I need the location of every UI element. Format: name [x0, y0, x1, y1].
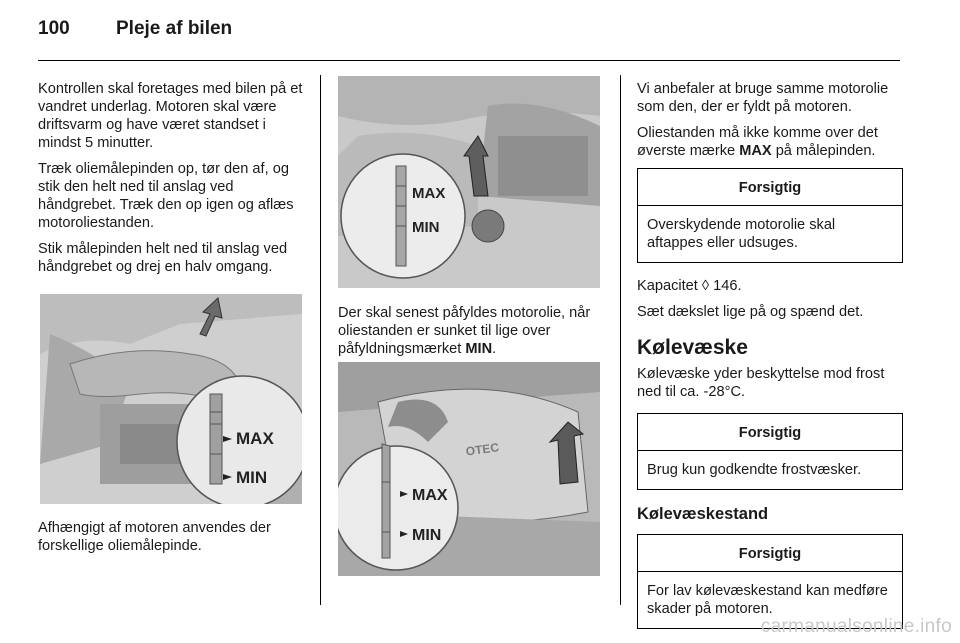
caution-box — [637, 168, 903, 263]
max-label: MAX — [412, 185, 446, 202]
watermark: carmanualsonline.info — [760, 616, 952, 637]
engine-label: OTEC — [464, 440, 500, 459]
caution-box — [637, 413, 903, 490]
paragraph: Kontrollen skal foretages med bilen på et vandret underlag. Motoren skal være driftsvarm og have været standset i mindst 5 minutter. — [38, 81, 303, 151]
paragraph: Stik målepinden helt ned til anslag ved håndgrebet og drej en halv omgang. — [38, 241, 288, 275]
page-number: 100 — [38, 18, 70, 39]
caution-title: Forsigtig — [638, 535, 902, 572]
subsection-title: Kølevæskestand — [637, 505, 769, 523]
capacity-text: Kapacitet ◊ 146. — [637, 278, 742, 294]
page-header — [38, 18, 232, 40]
caution-text: Brug kun godkendte frostvæsker. — [647, 462, 862, 478]
caution-box — [637, 534, 903, 629]
caution-text: For lav kølevæskestand kan medføre skader på motoren. — [647, 583, 888, 617]
paragraph: Træk oliemålepinden op, tør den af, og stik den helt ned til anslag ved håndgrebet. Træk den op igen og aflæs motoroliestanden. — [38, 161, 294, 231]
min-label: MIN — [412, 527, 442, 544]
column-divider — [320, 75, 321, 605]
section-title: Kølevæske — [637, 336, 748, 359]
max-label: MAX — [236, 429, 274, 448]
caution-text: Overskydende motorolie skal aftappes eller udsuges. — [647, 217, 836, 251]
paragraph: Kølevæske yder beskyttelse mod frost ned til ca. -28°C. — [637, 366, 885, 400]
dipstick-figure-1 — [40, 294, 302, 504]
column-divider — [620, 75, 621, 605]
caution-title: Forsigtig — [638, 169, 902, 206]
column-1 — [38, 80, 306, 284]
min-label: MIN — [412, 219, 440, 236]
paragraph: Oliestanden må ikke komme over det øverste mærke MAX på målepinden. — [637, 125, 878, 159]
paragraph: Vi anbefaler at bruge samme motorolie som den, der er fyldt på motoren. — [637, 81, 889, 115]
figure-caption — [38, 519, 306, 563]
min-label: MIN — [236, 468, 268, 487]
column-2 — [338, 304, 604, 366]
caution-title: Forsigtig — [638, 414, 902, 451]
paragraph: Der skal senest påfyldes motorolie, når oliestanden er sunket til lige over påfyldningsmærket MIN. — [338, 305, 591, 357]
dipstick-figure-3 — [338, 362, 600, 576]
dipstick-figure-2 — [338, 76, 600, 288]
paragraph: Sæt dækslet lige på og spænd det. — [637, 304, 864, 320]
page-title: Pleje af bilen — [116, 18, 233, 39]
max-label: MAX — [412, 487, 448, 504]
caption-text: Afhængigt af motoren anvendes der forskellige oliemålepinde. — [38, 520, 271, 554]
header-rule — [38, 60, 900, 61]
column-3 — [637, 80, 903, 643]
